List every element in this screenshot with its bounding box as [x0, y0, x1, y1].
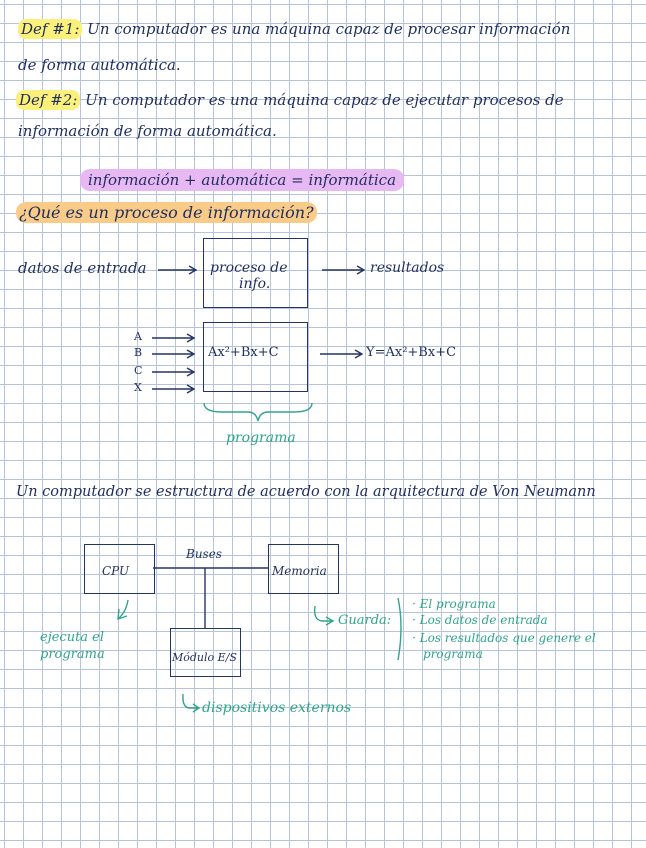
memory-note: Guarda: [338, 613, 392, 628]
cpu-label: CPU [102, 564, 130, 578]
formula: información + automática = informática [80, 173, 404, 188]
def2-text: Un computador es una máquina capaz de ejecutar procesos de [85, 91, 564, 109]
program-box-formula: Ax²+Bx+C [208, 345, 279, 360]
input-label: datos de entrada [18, 259, 147, 277]
def1-label: Def #1: [18, 19, 82, 39]
input-c: C [134, 364, 143, 377]
question: ¿Qué es un proceso de información? [16, 205, 317, 221]
cpu-note-line1: ejecuta el [40, 630, 105, 645]
memory-label: Memoria [272, 564, 327, 578]
brace-label: programa [226, 430, 296, 446]
process-label-line1: proceso de [210, 260, 288, 276]
memory-item-1: · El programa [412, 597, 496, 611]
io-label: Módulo E/S [172, 651, 237, 664]
memory-item-4: programa [423, 647, 483, 661]
output-label: resultados [370, 260, 445, 276]
input-a: A [134, 330, 142, 343]
cpu-note-line2: programa [40, 647, 105, 662]
memory-item-3: · Los resultados que genere el [412, 631, 596, 645]
def1-text: Un computador es una máquina capaz de procesar información [87, 20, 571, 38]
input-x: X [134, 381, 142, 394]
io-note: dispositivos externos [202, 700, 352, 716]
def2-label: Def #2: [16, 90, 80, 110]
input-b: B [134, 346, 143, 359]
def2-line2: información de forma automática. [18, 122, 277, 140]
buses-label: Buses [186, 547, 222, 561]
process-label-line2: info. [239, 276, 271, 292]
output-formula: Y=Ax²+Bx+C [366, 345, 457, 360]
memory-item-2: · Los datos de entrada [412, 613, 548, 627]
def1-line2: de forma automática. [18, 56, 181, 74]
architecture-sentence: Un computador se estructura de acuerdo con la arquitectura de Von Neumann [16, 484, 596, 500]
